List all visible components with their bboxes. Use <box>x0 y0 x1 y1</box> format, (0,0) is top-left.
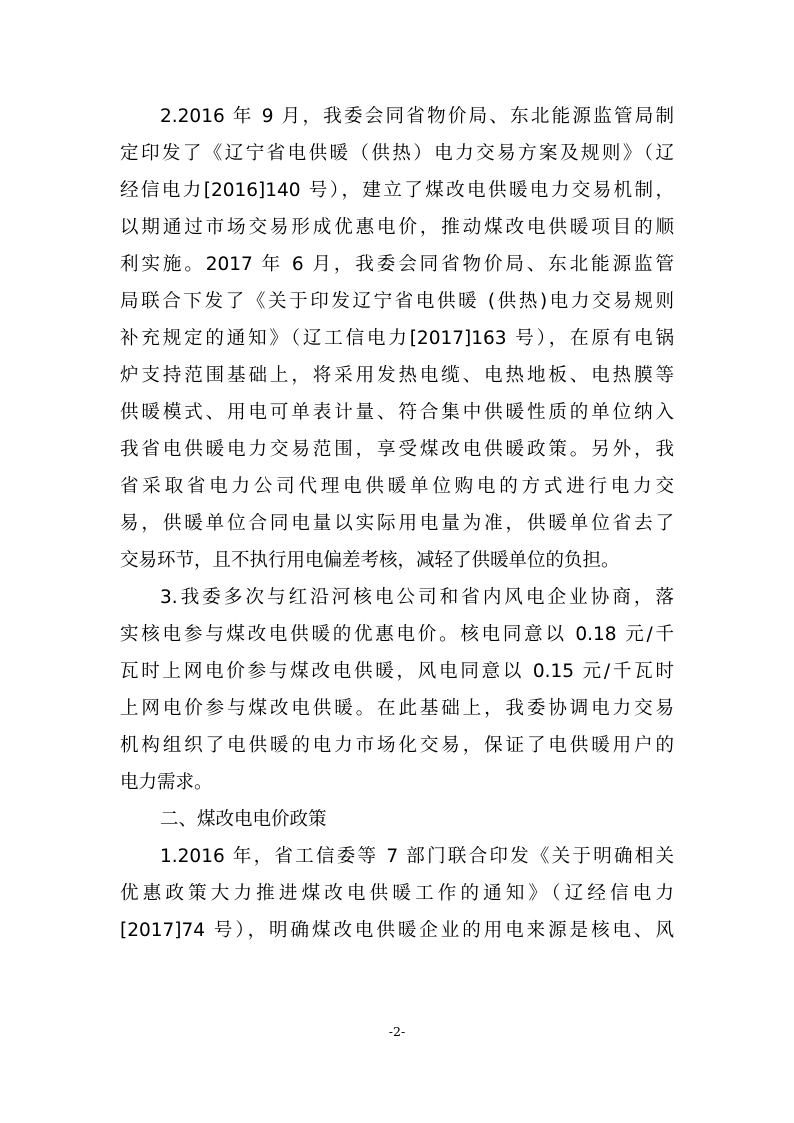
text-line: 省采取省电力公司代理电供暖单位购电的方式进行电力交 <box>120 476 674 497</box>
text-line: 交易环节，且不执行用电偏差考核，减轻了供暖单位的负担。 <box>120 550 620 571</box>
text-line: 3.我委多次与红沿河核电公司和省内风电企业协商，落 <box>160 587 674 608</box>
text-line: 上网电价参与煤改电供暖。在此基础上，我委协调电力交易 <box>120 698 674 719</box>
text-line: 电力需求。 <box>120 772 213 793</box>
text-line: 补充规定的通知》（辽工信电力[2017]163 号），在原有电锅 <box>120 328 674 349</box>
text-line: 供暖模式、用电可单表计量、符合集中供暖性质的单位纳入 <box>120 402 674 423</box>
text-line: 定印发了《辽宁省电供暖（供热）电力交易方案及规则》（辽 <box>120 143 674 164</box>
text-line: 1.2016 年，省工信委等 7 部门联合印发《关于明确相关 <box>160 846 674 867</box>
text-line: 易，供暖单位合同电量以实际用电量为准，供暖单位省去了 <box>120 513 674 534</box>
document-body <box>120 98 674 949</box>
text-line: 机构组织了电供暖的电力市场化交易，保证了电供暖用户的 <box>120 735 674 756</box>
text-line: 经信电力[2016]140 号），建立了煤改电供暖电力交易机制， <box>120 180 674 201</box>
page-number: -2- <box>388 1024 406 1039</box>
text-line: 瓦时上网电价参与煤改电供暖，风电同意以 0.15 元/千瓦时 <box>120 661 674 682</box>
text-line: [2017]74 号），明确煤改电供暖企业的用电来源是核电、风 <box>120 920 674 941</box>
section-heading: 二、煤改电电价政策 <box>160 809 327 830</box>
text-line: 我省电供暖电力交易范围，享受煤改电供暖政策。另外，我 <box>120 439 674 460</box>
text-line: 优惠政策大力推进煤改电供暖工作的通知》（辽经信电力 <box>120 883 674 904</box>
text-line: 2.2016 年 9 月，我委会同省物价局、东北能源监管局制 <box>160 106 674 127</box>
text-line: 以期通过市场交易形成优惠电价，推动煤改电供暖项目的顺 <box>120 217 674 238</box>
text-line: 利实施。2017 年 6 月，我委会同省物价局、东北能源监管 <box>120 254 674 275</box>
text-line: 炉支持范围基础上，将采用发热电缆、电热地板、电热膜等 <box>120 365 674 386</box>
text-line: 实核电参与煤改电供暖的优惠电价。核电同意以 0.18 元/千 <box>120 624 674 645</box>
text-line: 局联合下发了《关于印发辽宁省电供暖 (供热)电力交易规则 <box>120 291 674 312</box>
